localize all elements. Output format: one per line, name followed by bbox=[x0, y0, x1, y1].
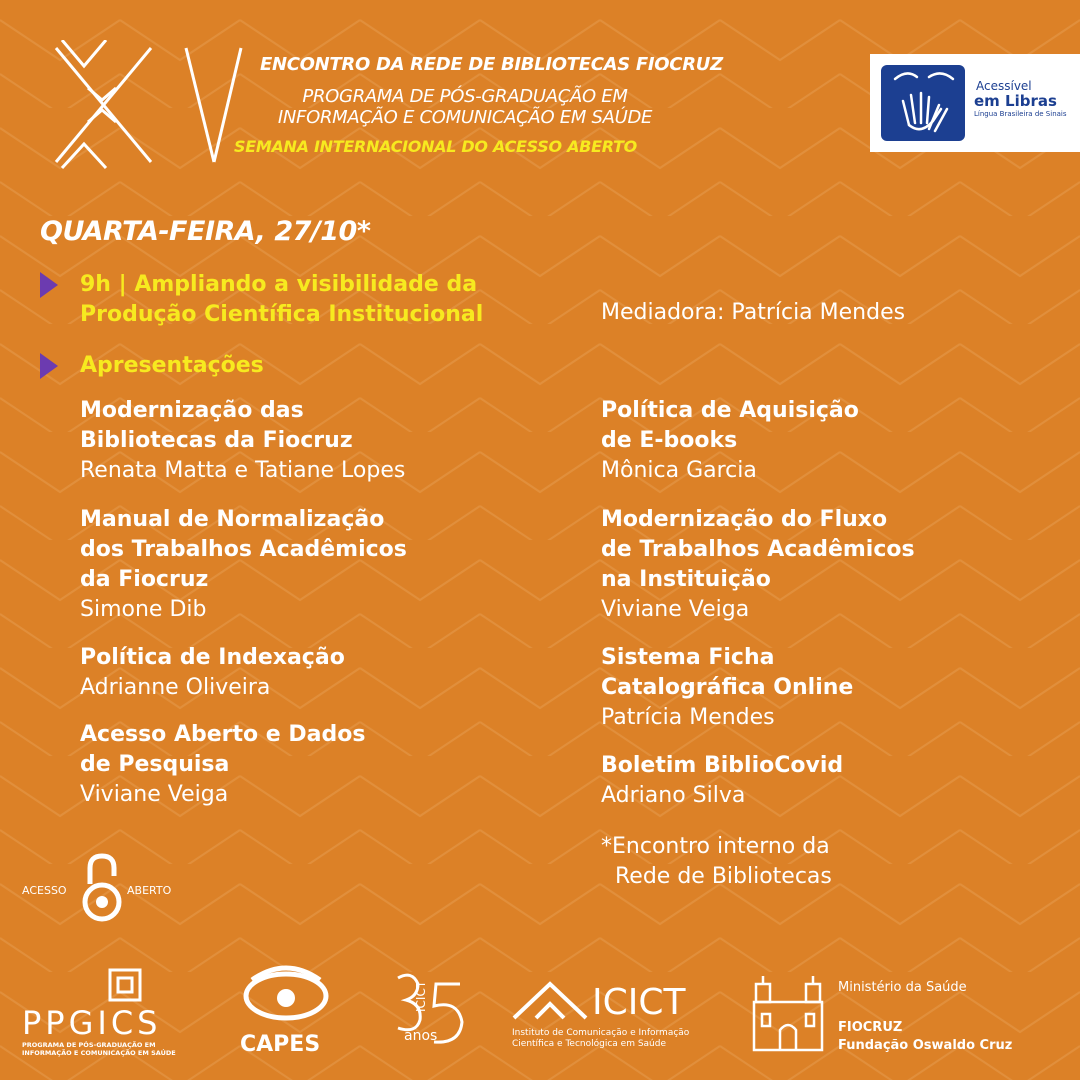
open-access-label-left: ACESSO bbox=[22, 884, 67, 897]
presentation-item bbox=[80, 396, 520, 486]
presentation-item bbox=[80, 643, 520, 703]
presentation-authors: Viviane Veiga bbox=[80, 782, 229, 807]
sign-language-hands-icon bbox=[881, 65, 965, 141]
presentation-item bbox=[601, 751, 1041, 811]
triangle-bullet-icon bbox=[40, 353, 58, 379]
presentation-title-line: de Trabalhos Acadêmicos bbox=[601, 537, 915, 562]
ppgics-sub1: PROGRAMA DE PÓS-GRADUAÇÃO EM bbox=[22, 1041, 156, 1049]
open-access-lock-icon bbox=[80, 852, 124, 924]
presentation-title-line: Bibliotecas da Fiocruz bbox=[80, 428, 353, 453]
libras-line2: em Libras bbox=[974, 92, 1057, 110]
presentation-title-line: Política de Aquisição bbox=[601, 398, 859, 423]
icict-house-icon bbox=[510, 978, 590, 1022]
presentation-item bbox=[601, 505, 1041, 625]
presentation-authors: Patrícia Mendes bbox=[601, 705, 775, 730]
presentation-title-line: na Instituição bbox=[601, 567, 771, 592]
libras-badge bbox=[870, 54, 1080, 152]
presentation-title-line: Boletim BiblioCovid bbox=[601, 753, 844, 778]
icict-sub1: Instituto de Comunicação e Informação bbox=[512, 1028, 690, 1038]
footnote-line2: Rede de Bibliotecas bbox=[615, 864, 832, 889]
icict-35-line1: ICICT bbox=[414, 980, 428, 1012]
presentation-title-line: de E-books bbox=[601, 428, 738, 453]
ppgics-name: PPGICS bbox=[22, 1004, 162, 1042]
presentation-authors: Adrianne Oliveira bbox=[80, 675, 271, 700]
session-mediator: Mediadora: Patrícia Mendes bbox=[601, 300, 906, 325]
presentations-label: Apresentações bbox=[80, 353, 264, 378]
fiocruz-ministry: Ministério da Saúde bbox=[838, 980, 967, 995]
icict-35-line2: anos bbox=[404, 1028, 438, 1044]
fiocruz-castle-icon bbox=[750, 972, 826, 1054]
presentation-item bbox=[80, 720, 520, 810]
fiocruz-logo bbox=[750, 972, 1050, 1056]
presentation-title-line: Catalográfica Online bbox=[601, 675, 854, 700]
session-title-line2: Produção Científica Institucional bbox=[80, 302, 484, 327]
footnote bbox=[601, 832, 832, 892]
capes-logo bbox=[236, 960, 336, 1060]
program-name-line2: INFORMAÇÃO E COMUNICAÇÃO EM SAÚDE bbox=[277, 107, 653, 128]
presentation-title-line: Sistema Ficha bbox=[601, 645, 775, 670]
presentation-title-line: de Pesquisa bbox=[80, 752, 230, 777]
presentation-title-line: Política de Indexação bbox=[80, 645, 345, 670]
presentation-authors: Simone Dib bbox=[80, 597, 207, 622]
presentation-authors: Mônica Garcia bbox=[601, 458, 757, 483]
triangle-bullet-icon bbox=[40, 272, 58, 298]
capes-name: CAPES bbox=[240, 1032, 321, 1057]
icict-35-anos-logo bbox=[388, 966, 468, 1056]
presentation-item bbox=[601, 643, 1041, 733]
libras-line1: Acessível bbox=[976, 79, 1032, 93]
presentation-authors: Adriano Silva bbox=[601, 783, 746, 808]
session-title-line1: 9h | Ampliando a visibilidade da bbox=[80, 272, 478, 297]
presentation-title-line: da Fiocruz bbox=[80, 567, 209, 592]
presentation-authors: Renata Matta e Tatiane Lopes bbox=[80, 458, 406, 483]
fiocruz-full: Fundação Oswaldo Cruz bbox=[838, 1038, 1013, 1053]
open-access-label-right: ABERTO bbox=[127, 884, 172, 897]
day-heading: QUARTA-FEIRA, 27/10* bbox=[40, 216, 371, 247]
program-name-line1: PROGRAMA DE PÓS-GRADUAÇÃO EM bbox=[302, 86, 628, 107]
ppgics-sub2: INFORMAÇÃO E COMUNICAÇÃO EM SAÚDE bbox=[22, 1049, 176, 1057]
presentation-title-line: Modernização das bbox=[80, 398, 304, 423]
icict-logo bbox=[510, 972, 700, 1056]
icict-name: ICICT bbox=[592, 982, 686, 1023]
event-name: ENCONTRO DA REDE DE BIBLIOTECAS FIOCRUZ bbox=[260, 54, 723, 75]
fiocruz-name: FIOCRUZ bbox=[838, 1020, 903, 1035]
xv-logo-mark bbox=[36, 40, 256, 170]
presentation-title-line: dos Trabalhos Acadêmicos bbox=[80, 537, 407, 562]
session-title bbox=[80, 270, 483, 330]
presentation-item bbox=[80, 505, 520, 625]
presentation-authors: Viviane Veiga bbox=[601, 597, 750, 622]
ppgics-square-icon bbox=[104, 966, 150, 1006]
presentation-title-line: Manual de Normalização bbox=[80, 507, 385, 532]
ppgics-logo bbox=[22, 966, 182, 1056]
presentation-title-line: Modernização do Fluxo bbox=[601, 507, 888, 532]
capes-eye-icon bbox=[236, 960, 336, 1030]
program-name bbox=[240, 86, 690, 128]
icict-sub2: Científica e Tecnológica em Saúde bbox=[512, 1039, 667, 1049]
footnote-line1: *Encontro interno da bbox=[601, 834, 830, 859]
libras-line3: Língua Brasileira de Sinais bbox=[974, 110, 1067, 118]
week-name: SEMANA INTERNACIONAL DO ACESSO ABERTO bbox=[234, 137, 637, 156]
presentation-title-line: Acesso Aberto e Dados bbox=[80, 722, 366, 747]
presentation-item bbox=[601, 396, 1041, 486]
